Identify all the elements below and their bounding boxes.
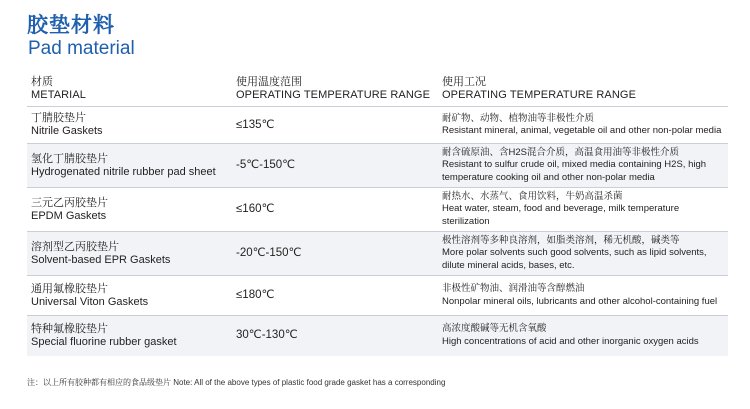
material-name-en: EPDM Gaskets [31, 209, 107, 222]
temperature-cell: ≤135℃ [236, 118, 275, 131]
header-material [27, 70, 232, 107]
conditions-en: Heat water, steam, food and beverage, milk temperature sterilization [442, 203, 680, 227]
page-title-zh: 胶垫材料 [27, 14, 115, 37]
material-cell [27, 144, 232, 188]
footnote: 注：以上所有胶种都有相应的食品级垫片 Note: All of the above types of plastic food grade gasket has a corresponding [27, 378, 446, 387]
temperature-cell: ≤180℃ [236, 289, 275, 301]
header-conditions-zh: 使用工况 [442, 76, 486, 88]
page-title-en: Pad material [28, 38, 135, 59]
temperature-cell: ≤160℃ [236, 203, 275, 215]
conditions-en: More polar solvents such good solvents, such as lipid solvents, dilute mineral acids, bases, etc. [442, 247, 707, 271]
conditions-cell [438, 144, 728, 188]
header-conditions [438, 70, 728, 107]
conditions-cell [438, 316, 728, 356]
material-name-en: Special fluorine rubber gasket [31, 335, 177, 348]
conditions-en: Resistant mineral, animal, vegetable oil and other non-polar media [442, 125, 722, 136]
table-header-row [27, 70, 728, 107]
material-cell [27, 188, 232, 232]
conditions-en: High concentrations of acid and other inorganic oxygen acids [442, 335, 699, 347]
temperature-cell: 30℃-130℃ [236, 329, 298, 342]
material-cell [27, 107, 232, 144]
material-name-en: Solvent-based EPR Gaskets [31, 253, 171, 266]
header-material-zh: 材质 [31, 76, 53, 88]
header-conditions-en: OPERATING TEMPERATURE RANGE [442, 89, 637, 101]
conditions-cell [438, 232, 728, 276]
conditions-en: Nonpolar mineral oils, lubricants and other alcohol-containing fuel [442, 295, 718, 307]
material-name-zh: 溶剂型乙丙胶垫片 [31, 240, 119, 253]
material-cell [27, 232, 232, 276]
conditions-zh: 非极性矿物油、润滑油等含醇燃油 [442, 283, 585, 294]
conditions-zh: 耐矿物、动物、植物油等非极性介质 [442, 112, 595, 124]
material-name-zh: 通用氟橡胶垫片 [31, 282, 108, 295]
top-decoration-strip [0, 0, 750, 4]
temperature-cell: -5℃-150℃ [236, 159, 296, 171]
material-name-en: Nitrile Gaskets [31, 125, 103, 137]
header-temperature-en: OPERATING TEMPERATURE RANGE [236, 89, 431, 101]
table-row [27, 276, 728, 316]
conditions-zh: 耐含硫原油、含H2S混合介质，高温食用油等非极性介质 [442, 146, 679, 158]
material-cell [27, 316, 232, 356]
material-name-en: Hydrogenated nitrile rubber pad sheet [31, 165, 216, 178]
conditions-cell [438, 276, 728, 316]
conditions-zh: 高浓度酸碱等无机含氧酸 [442, 323, 547, 335]
conditions-cell [438, 107, 728, 144]
table-row [27, 232, 728, 276]
material-name-zh: 特种氟橡胶垫片 [31, 322, 108, 335]
header-material-en: METARIAL [31, 89, 86, 101]
material-name-zh: 三元乙丙胶垫片 [31, 196, 108, 209]
conditions-cell [438, 188, 728, 232]
table-row [27, 188, 728, 232]
table-row [27, 144, 728, 188]
table-row [27, 316, 728, 356]
conditions-zh: 耐热水、水蒸气、食用饮料，牛奶高温杀菌 [442, 190, 623, 202]
material-name-zh: 氢化丁腈胶垫片 [31, 152, 108, 165]
conditions-zh: 极性溶剂等多种良溶剂，如脂类溶剂，稀无机酸，碱类等 [442, 234, 680, 246]
temperature-cell: -20℃-150℃ [236, 247, 302, 259]
material-cell [27, 276, 232, 316]
conditions-en: Resistant to sulfur crude oil, mixed media containing H2S, high temperature cooking oil and other non-polar media [442, 159, 707, 183]
header-temperature-zh: 使用温度范围 [236, 76, 302, 88]
material-name-en: Universal Viton Gaskets [31, 295, 149, 308]
material-name-zh: 丁腈胶垫片 [31, 112, 86, 124]
pad-material-table [27, 70, 728, 356]
table-row [27, 107, 728, 144]
header-temperature [232, 70, 438, 107]
